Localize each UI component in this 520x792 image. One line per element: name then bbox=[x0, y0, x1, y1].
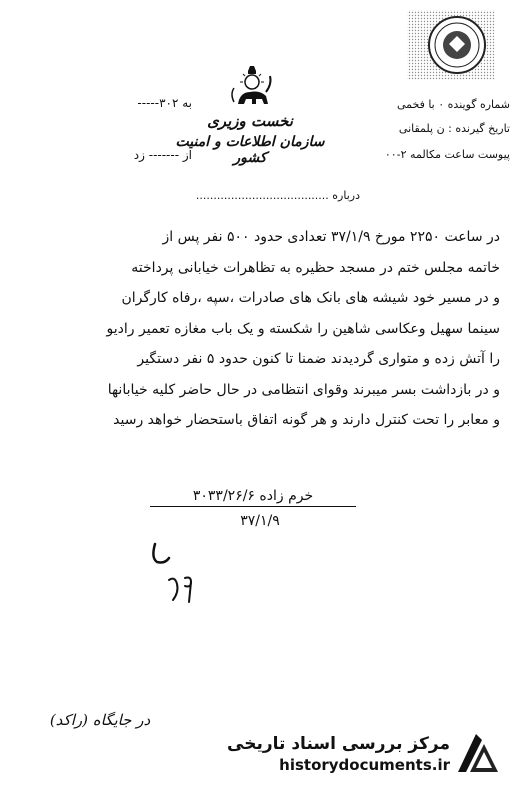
attachment-line: پیوست ساعت مکالمه ۲-۰۰ bbox=[384, 148, 510, 161]
body-line: و معابر را تحت کنترل دارند و هر گونه اتفاق باستحضار خواهد رسید bbox=[113, 412, 500, 428]
handwritten-signature bbox=[145, 540, 205, 606]
recipient-line: به ۳۰۲----- bbox=[137, 96, 192, 110]
subject-dots: ...................................... bbox=[195, 189, 329, 202]
archive-url: historydocuments.ir bbox=[279, 756, 450, 774]
organization-name: سازمان اطلاعات و امنیت کشور bbox=[175, 134, 325, 166]
signature-reference: خرم زاده ۳۰۳۳/۲۶/۶ bbox=[150, 488, 356, 507]
lion-and-sun-emblem-icon bbox=[226, 62, 278, 114]
body-line: خاتمه مجلس ختم در مسجد حظیره به تظاهرات خیابانی پرداخته bbox=[131, 259, 500, 276]
body-line: و در مسیر خود شیشه های بانک های صادرات ،سپه ،رفاه کارگران bbox=[121, 290, 500, 306]
report-body bbox=[14, 222, 500, 436]
subject-label: درباره bbox=[332, 189, 360, 202]
body-line: سینما سهیل وعکاسی شاهین را شکسته و یک باب مغازه تعمیر رادیو bbox=[106, 320, 500, 337]
archive-name: مرکز بررسی اسناد تاریخی bbox=[227, 734, 450, 754]
sender-number-line: شماره گوینده ۰ با فخمی bbox=[396, 98, 510, 111]
revenue-stamp bbox=[405, 8, 497, 82]
body-line: و در بازداشت بسر میبرند وقوای انتظامی در حال حاضر کلیه خیابانها bbox=[107, 381, 500, 398]
organization-ministry: نخست وزیری bbox=[207, 112, 293, 130]
date-receiver-line: تاریخ گیرنده : ن پلمقانی bbox=[398, 122, 510, 135]
body-line: در ساعت ۲۲۵۰ مورخ ۳۷/۱/۹ تعدادی حدود ۵۰۰ نفر پس از bbox=[162, 229, 500, 245]
body-line: را آتش زده و متواری گردیدند ضمنا تا کنون حدود ۵ نفر دستگیر bbox=[137, 351, 500, 367]
handwritten-note: در جایگاه (راکد) bbox=[49, 711, 151, 729]
sender-line: از ------- زد bbox=[133, 148, 192, 162]
subject-line bbox=[140, 189, 360, 202]
signature-date: ۳۷/۱/۹ bbox=[240, 513, 280, 529]
archive-logo-icon bbox=[452, 728, 504, 780]
